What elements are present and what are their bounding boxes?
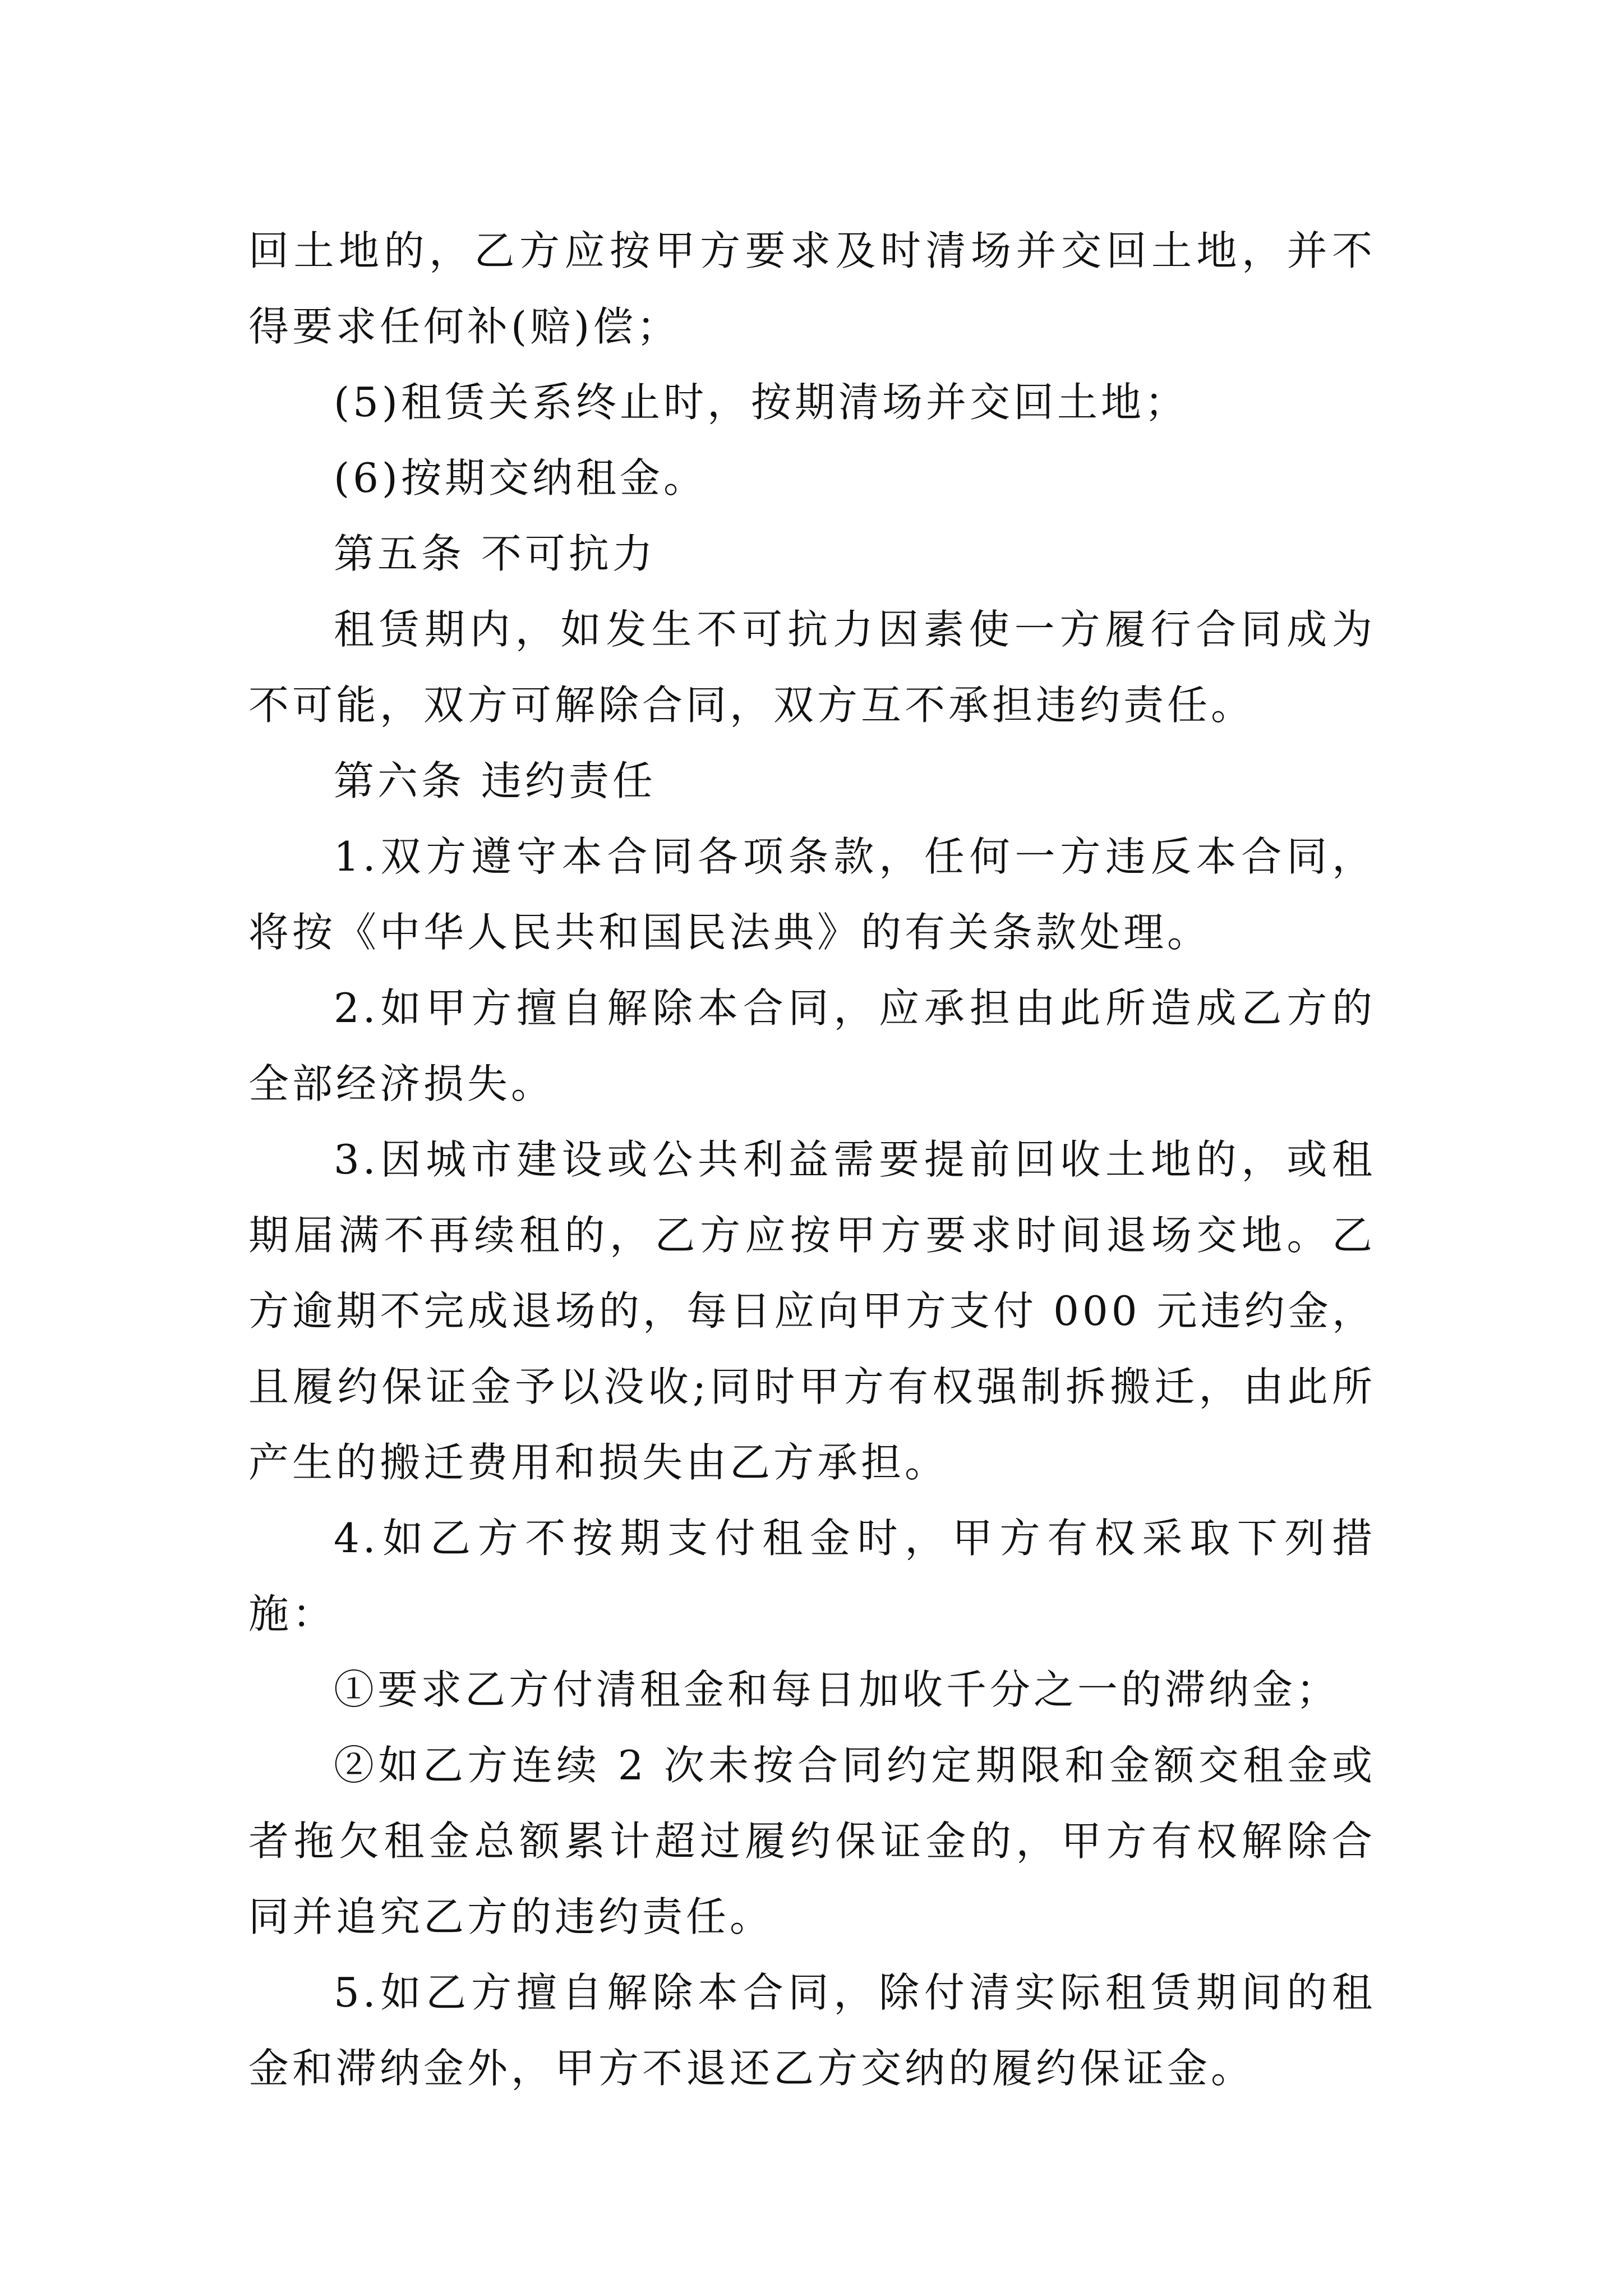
article-6-clause-4: 4.如乙方不按期支付租金时，甲方有权采取下列措施：	[248, 1515, 1376, 1637]
paragraph-continuation: 回土地的，乙方应按甲方要求及时清场并交回土地，并不得要求任何补(赔)偿；	[248, 227, 1376, 350]
article-6-clause-5: 5.如乙方擅自解除本合同，除付清实际租赁期间的租金和滞纳金外，甲方不退还乙方交纳的履约保证金。	[248, 1969, 1376, 2092]
article-6-clause-4-measure-1: ①要求乙方付清租金和每日加收千分之一的滞纳金；	[334, 1666, 1340, 1713]
document-body	[248, 213, 1376, 2106]
article-6-heading: 第六条 违约责任	[334, 757, 656, 804]
paragraph-item-5: (5)租赁关系终止时，按期清场并交回土地；	[334, 379, 1188, 426]
article-6-clause-1: 1.双方遵守本合同各项条款，任何一方违反本合同，将按《中华人民共和国民法典》的有关条款处理。	[248, 833, 1376, 956]
article-5-heading: 第五条 不可抗力	[334, 530, 656, 577]
article-6-clause-2: 2.如甲方擅自解除本合同，应承担由此所造成乙方的全部经济损失。	[248, 984, 1376, 1107]
article-6-clause-4-measure-2: ②如乙方连续 2 次未按合同约定期限和金额交租金或者拖欠租金总额累计超过履约保证金的，甲方有权解除合同并追究乙方的违约责任。	[248, 1742, 1376, 1940]
article-5-body: 租赁期内，如发生不可抗力因素使一方履行合同成为不可能，双方可解除合同，双方互不承担违约责任。	[248, 606, 1376, 729]
paragraph-item-6: (6)按期交纳租金。	[334, 454, 707, 501]
article-6-clause-3: 3.因城市建设或公共利益需要提前回收土地的，或租期届满不再续租的，乙方应按甲方要求时间退场交地。乙方逾期不完成退场的，每日应向甲方支付 000 元违约金，且履约保证金予以没收;同时甲方有权强制拆搬迁，由此所产生的搬迁费用和损失由乙方承担。	[248, 1136, 1376, 1486]
